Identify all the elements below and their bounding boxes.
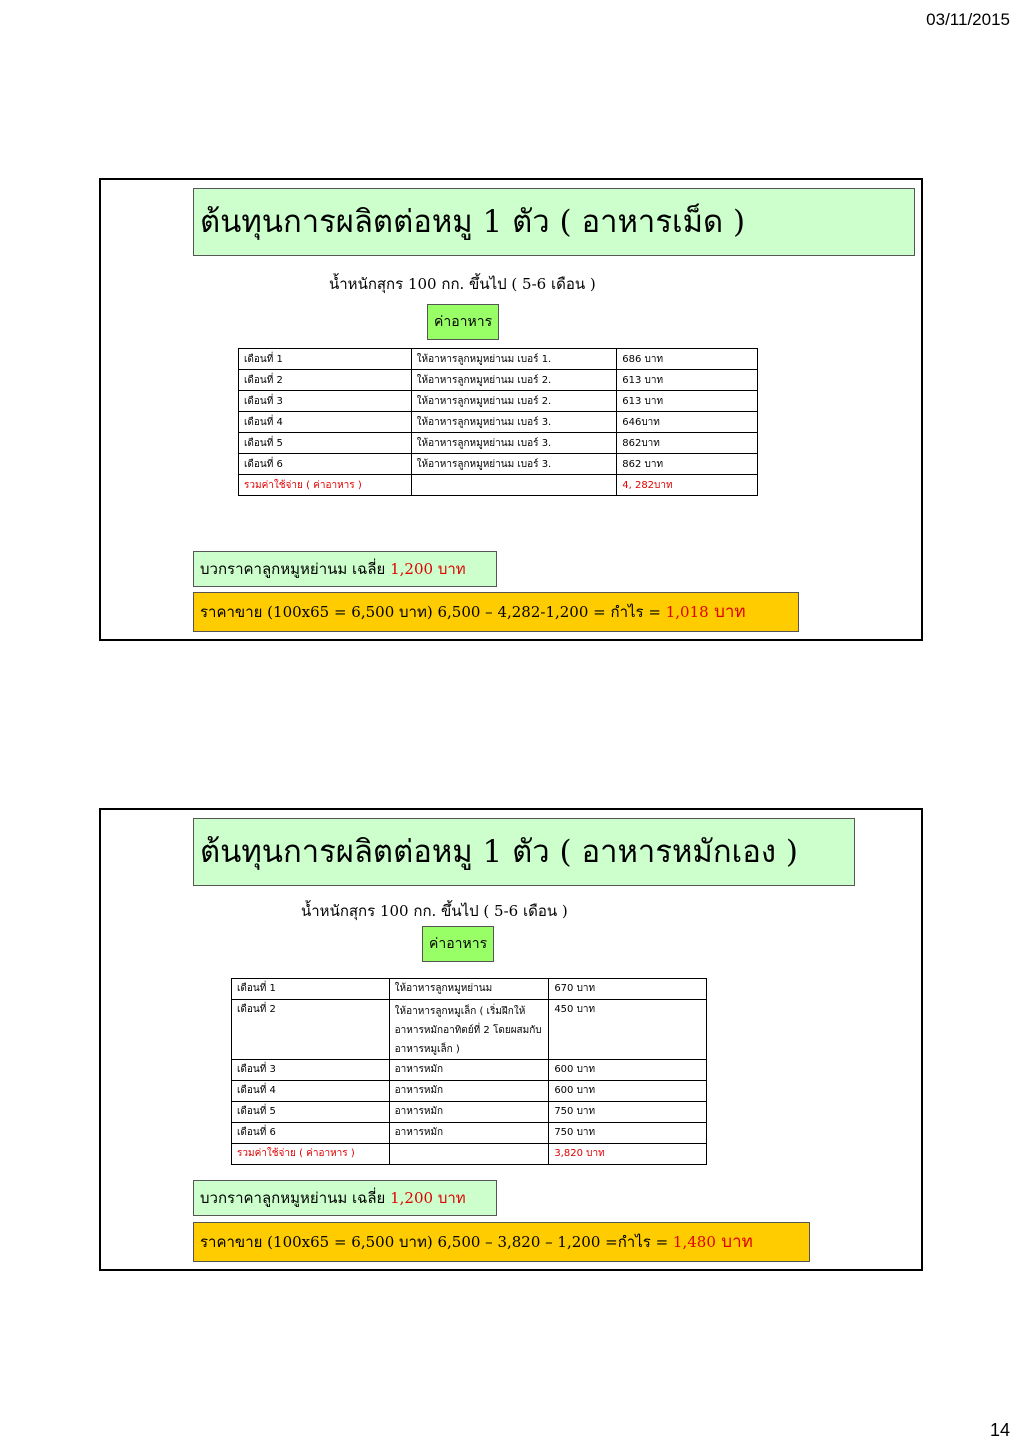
- piglet-price-text: บวกราคาลูกหมูหย่านม เฉลี่ย: [200, 560, 391, 578]
- table-row: [232, 1060, 707, 1081]
- sale-price-text: ราคาขาย (100x65 = 6,500 บาท) 6,500 – 4,282-1,200 = กำไร =: [200, 603, 666, 621]
- total-row: [239, 475, 758, 496]
- feed-cost-table: [238, 348, 758, 496]
- slide-subtitle: น้ำหนักสุกร 100 กก. ขึ้นไป ( 5-6 เดือน ): [329, 275, 596, 293]
- month-cell: เดือนที่ 3: [232, 1060, 390, 1081]
- piglet-price-box: [193, 551, 497, 587]
- profit-amount: 1,480: [672, 1233, 716, 1251]
- total-value: 4, 282บาท: [617, 475, 758, 496]
- cost-cell: 600 บาท: [549, 1081, 707, 1102]
- table-row: [239, 412, 758, 433]
- cost-cell: 862 บาท: [617, 454, 758, 475]
- month-cell: เดือนที่ 1: [239, 349, 412, 370]
- cost-cell: 750 บาท: [549, 1102, 707, 1123]
- table-row: [239, 349, 758, 370]
- sale-price-box: [193, 1222, 810, 1262]
- cost-cell: 613 บาท: [617, 391, 758, 412]
- feed-cell: ให้อาหารลูกหมูหย่านม เบอร์ 1.: [411, 349, 617, 370]
- piglet-price-amount: 1,200 บาท: [390, 560, 466, 578]
- sale-price-text: ราคาขาย (100x65 = 6,500 บาท) 6,500 – 3,820 – 1,200 =กำไร =: [200, 1233, 673, 1251]
- table-row: [239, 370, 758, 391]
- feed-cell: ให้อาหารลูกหมูหย่านม เบอร์ 3.: [411, 412, 617, 433]
- slide-title: ต้นทุนการผลิตต่อหมู 1 ตัว ( อาหารเม็ด ): [193, 188, 915, 256]
- month-cell: เดือนที่ 1: [232, 979, 390, 1000]
- total-value: 3,820 บาท: [549, 1144, 707, 1165]
- table-row: [239, 454, 758, 475]
- cost-cell: 646บาท: [617, 412, 758, 433]
- month-cell: เดือนที่ 4: [232, 1081, 390, 1102]
- cost-cell: 750 บาท: [549, 1123, 707, 1144]
- total-label: รวมค่าใช้จ่าย ( ค่าอาหาร ): [232, 1144, 390, 1165]
- table-row: [239, 433, 758, 454]
- feed-cell: ให้อาหารลูกหมูหย่านม: [389, 979, 549, 1000]
- profit-unit: บาท: [708, 602, 746, 622]
- feed-cell: ให้อาหารลูกหมูเล็ก ( เริ่มฝึกให้อาหารหมักอาทิตย์ที่ 2 โดยผสมกับอาหารหมูเล็ก ): [389, 1000, 549, 1060]
- slide-pellet-feed: [99, 178, 923, 641]
- print-date: 03/11/2015: [926, 10, 1010, 29]
- cost-cell: 686 บาท: [617, 349, 758, 370]
- slide-subtitle: น้ำหนักสุกร 100 กก. ขึ้นไป ( 5-6 เดือน ): [301, 902, 568, 920]
- sale-price-box: [193, 592, 799, 632]
- cost-cell: 862บาท: [617, 433, 758, 454]
- total-label: รวมค่าใช้จ่าย ( ค่าอาหาร ): [239, 475, 412, 496]
- feed-cell: ให้อาหารลูกหมูหย่านม เบอร์ 3.: [411, 433, 617, 454]
- piglet-price-amount: 1,200 บาท: [390, 1189, 466, 1207]
- food-cost-label: ค่าอาหาร: [427, 304, 499, 340]
- table-row: [232, 1123, 707, 1144]
- profit-amount: 1,018: [665, 603, 709, 621]
- feed-cell: อาหารหมัก: [389, 1102, 549, 1123]
- table-row: [232, 1081, 707, 1102]
- piglet-price-text: บวกราคาลูกหมูหย่านม เฉลี่ย: [200, 1189, 391, 1207]
- slide-fermented-feed: [99, 808, 923, 1271]
- feed-cell: อาหารหมัก: [389, 1060, 549, 1081]
- page-number: 14: [989, 1420, 1010, 1440]
- total-empty-cell: [411, 475, 617, 496]
- feed-cell: อาหารหมัก: [389, 1123, 549, 1144]
- total-empty-cell: [389, 1144, 549, 1165]
- table-row: [232, 1000, 707, 1060]
- cost-cell: 600 บาท: [549, 1060, 707, 1081]
- month-cell: เดือนที่ 6: [232, 1123, 390, 1144]
- feed-cell: ให้อาหารลูกหมูหย่านม เบอร์ 2.: [411, 391, 617, 412]
- table-row: [239, 391, 758, 412]
- profit-unit: บาท: [715, 1232, 753, 1252]
- cost-cell: 613 บาท: [617, 370, 758, 391]
- feed-cell: ให้อาหารลูกหมูหย่านม เบอร์ 3.: [411, 454, 617, 475]
- feed-cost-table: [231, 978, 707, 1165]
- table-row: [232, 1102, 707, 1123]
- feed-cell: ให้อาหารลูกหมูหย่านม เบอร์ 2.: [411, 370, 617, 391]
- month-cell: เดือนที่ 2: [232, 1000, 390, 1060]
- month-cell: เดือนที่ 3: [239, 391, 412, 412]
- cost-cell: 670 บาท: [549, 979, 707, 1000]
- month-cell: เดือนที่ 2: [239, 370, 412, 391]
- month-cell: เดือนที่ 6: [239, 454, 412, 475]
- piglet-price-box: [193, 1180, 497, 1216]
- month-cell: เดือนที่ 4: [239, 412, 412, 433]
- month-cell: เดือนที่ 5: [232, 1102, 390, 1123]
- slide-title: ต้นทุนการผลิตต่อหมู 1 ตัว ( อาหารหมักเอง ): [193, 818, 855, 886]
- table-row: [232, 979, 707, 1000]
- cost-cell: 450 บาท: [549, 1000, 707, 1060]
- month-cell: เดือนที่ 5: [239, 433, 412, 454]
- total-row: [232, 1144, 707, 1165]
- feed-cell: อาหารหมัก: [389, 1081, 549, 1102]
- food-cost-label: ค่าอาหาร: [422, 926, 494, 962]
